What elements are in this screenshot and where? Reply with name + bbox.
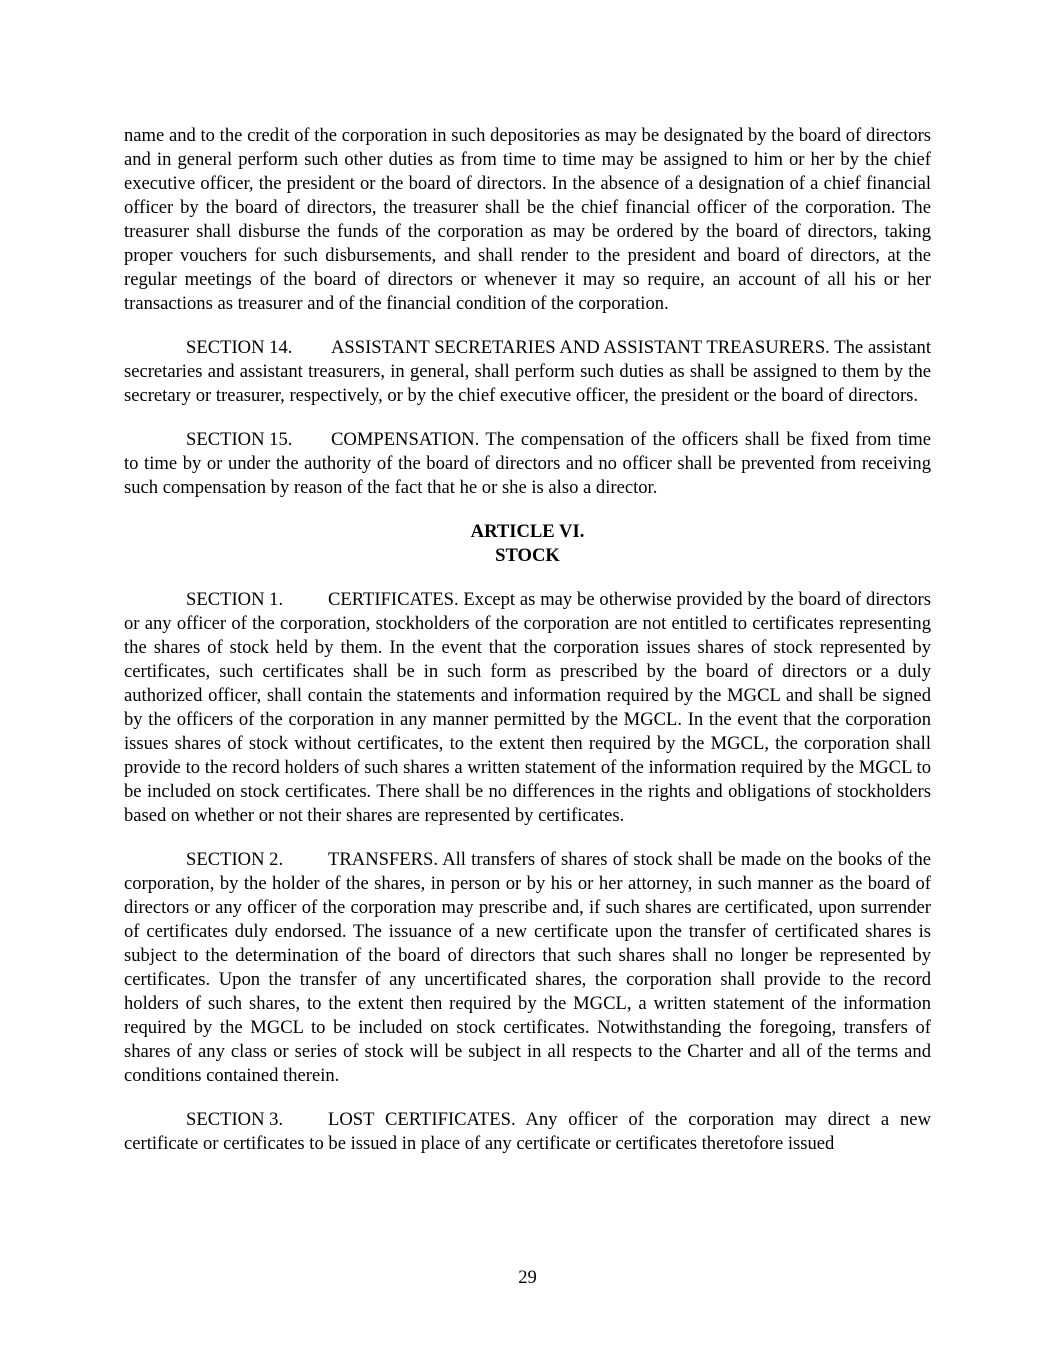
section-number: SECTION 15.	[186, 429, 293, 450]
stock-section-1-paragraph	[124, 588, 931, 828]
section-text: LOST CERTIFICATES. Any officer of the corporation may direct a new certificate or certificates to be issued in place of any certificate or certificates theretofore issued	[124, 1109, 931, 1154]
article-number: ARTICLE VI.	[470, 521, 585, 542]
section-number: SECTION 1.	[186, 589, 284, 610]
article-title: STOCK	[495, 545, 560, 566]
section-text: TRANSFERS. All transfers of shares of stock shall be made on the books of the corporation, by the holder of the shares, in person or by his or her attorney, in such manner as the board of directors or any officer of the corporation may prescribe and, if such shares are certificated, upon surrender of certificates duly endorsed. The issuance of a new certificate upon the transfer of certificated shares is subject to the determination of the board of directors that such shares shall no longer be represented by certificates. Upon the transfer of any uncertificated shares, the corporation shall provide to the record holders of such shares, to the extent then required by the MGCL, a written statement of the information required by the MGCL to be included on stock certificates. Notwithstanding the foregoing, transfers of shares of any class or series of stock will be subject in all respects to the Charter and all of the terms and conditions contained therein.	[124, 849, 931, 1086]
section-14-paragraph	[124, 336, 931, 408]
page-number: 29	[518, 1267, 537, 1288]
section-number: SECTION 14.	[186, 337, 293, 358]
document-page	[124, 124, 931, 1156]
section-text: COMPENSATION. The compensation of the officers shall be fixed from time to time by or under the authority of the board of directors and no officer shall be prevented from receiving such compensation by reason of the fact that he or she is also a director.	[124, 429, 931, 498]
section-number: SECTION 3.	[186, 1109, 284, 1130]
section-15-paragraph	[124, 428, 931, 500]
section-text: ASSISTANT SECRETARIES AND ASSISTANT TREASURERS. The assistant secretaries and assistant treasurers, in general, shall perform such duties as shall be assigned to them by the secretary or treasurer, respectively, or by the chief executive officer, the president or the board of directors.	[124, 337, 931, 406]
paragraph-treasurer-continuation: name and to the credit of the corporation in such depositories as may be designated by the board of directors and in general perform such other duties as from time to time may be assigned to him or her by the chief executive officer, the president or the board of directors. In the absence of a designation of a chief financial officer by the board of directors, the treasurer shall be the chief financial officer of the corporation. The treasurer shall disburse the funds of the corporation as may be ordered by the board of directors, taking proper vouchers for such disbursements, and shall render to the president and board of directors, at the regular meetings of the board of directors or whenever it may so require, an account of all his or her transactions as treasurer and of the financial condition of the corporation.	[124, 125, 931, 314]
section-number: SECTION 2.	[186, 849, 284, 870]
section-text: CERTIFICATES. Except as may be otherwise provided by the board of directors or any officer of the corporation, stockholders of the corporation are not entitled to certificates representing the shares of stock held by them. In the event that the corporation issues shares of stock represented by certificates, such certificates shall be in such form as prescribed by the board of directors or a duly authorized officer, shall contain the statements and information required by the MGCL and shall be signed by the officers of the corporation in any manner permitted by the MGCL. In the event that the corporation issues shares of stock without certificates, to the extent then required by the MGCL, the corporation shall provide to the record holders of such shares a written statement of the information required by the MGCL to be included on stock certificates. There shall be no differences in the rights and obligations of stockholders based on whether or not their shares are represented by certificates.	[124, 589, 931, 826]
article-heading	[124, 520, 931, 568]
stock-section-2-paragraph	[124, 848, 931, 1088]
stock-section-3-paragraph	[124, 1108, 931, 1156]
